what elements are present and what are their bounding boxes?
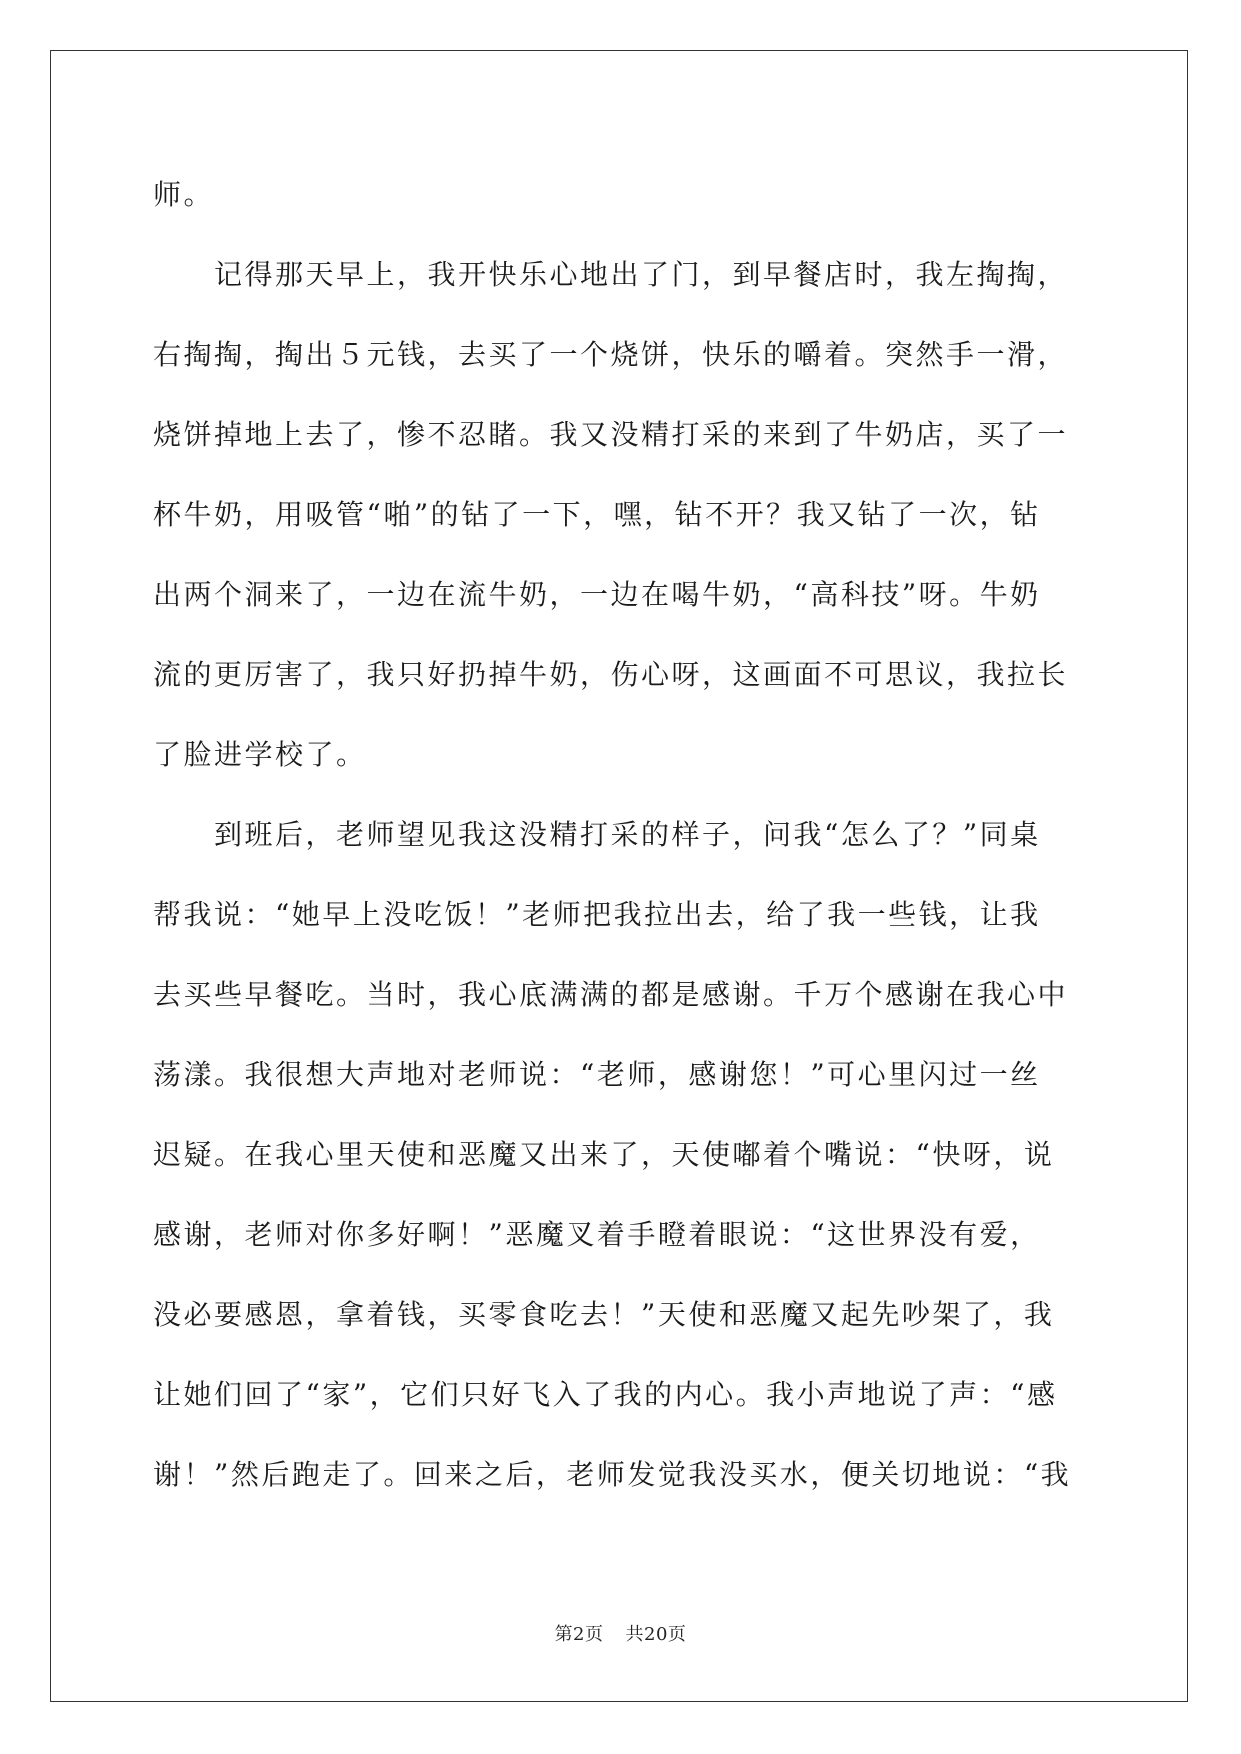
text-line: 记得那天早上，我开快乐心地出了门，到早餐店时，我左掏掏，	[153, 258, 1069, 291]
text-line: 感谢，老师对你多好啊！”恶魔叉着手瞪着眼说：“这世界没有爱，	[153, 1218, 1041, 1251]
text-line: 帮我说：“她早上没吃饭！”老师把我拉出去，给了我一些钱，让我	[153, 898, 1041, 931]
text-line: 右掏掏，掏出５元钱，去买了一个烧饼，快乐的嚼着。突然手一滑，	[153, 338, 1069, 371]
text-line: 出两个洞来了，一边在流牛奶，一边在喝牛奶，“高科技”呀。牛奶	[153, 578, 1041, 611]
text-line: 了脸进学校了。	[153, 738, 367, 771]
text-line: 谢！”然后跑走了。回来之后，老师发觉我没买水，便关切地说：“我	[153, 1458, 1072, 1491]
page-footer	[0, 1620, 1241, 1646]
text-line: 让她们回了“家”，它们只好飞入了我的内心。我小声地说了声：“感	[153, 1378, 1058, 1411]
page-number: 第2页	[554, 1624, 604, 1645]
page-total: 共20页	[625, 1624, 687, 1645]
text-line: 没必要感恩，拿着钱，买零食吃去！”天使和恶魔又起先吵架了，我	[153, 1298, 1055, 1331]
text-line: 师。	[153, 178, 215, 211]
text-line: 流的更厉害了，我只好扔掉牛奶，伤心呀，这画面不可思议，我拉长	[153, 658, 1069, 691]
text-line: 杯牛奶，用吸管“啪”的钻了一下，嘿，钻不开？我又钻了一次，钻	[153, 498, 1041, 531]
text-line: 去买些早餐吃。当时，我心底满满的都是感谢。千万个感谢在我心中	[153, 978, 1069, 1011]
text-line: 荡漾。我很想大声地对老师说：“老师，感谢您！”可心里闪过一丝	[153, 1058, 1041, 1091]
document-body	[153, 155, 1089, 1515]
text-line: 到班后，老师望见我这没精打采的样子，问我“怎么了？”同桌	[153, 818, 1041, 851]
text-line: 迟疑。在我心里天使和恶魔又出来了，天使嘟着个嘴说：“快呀，说	[153, 1138, 1055, 1171]
text-line: 烧饼掉地上去了，惨不忍睹。我又没精打采的来到了牛奶店，买了一	[153, 418, 1069, 451]
